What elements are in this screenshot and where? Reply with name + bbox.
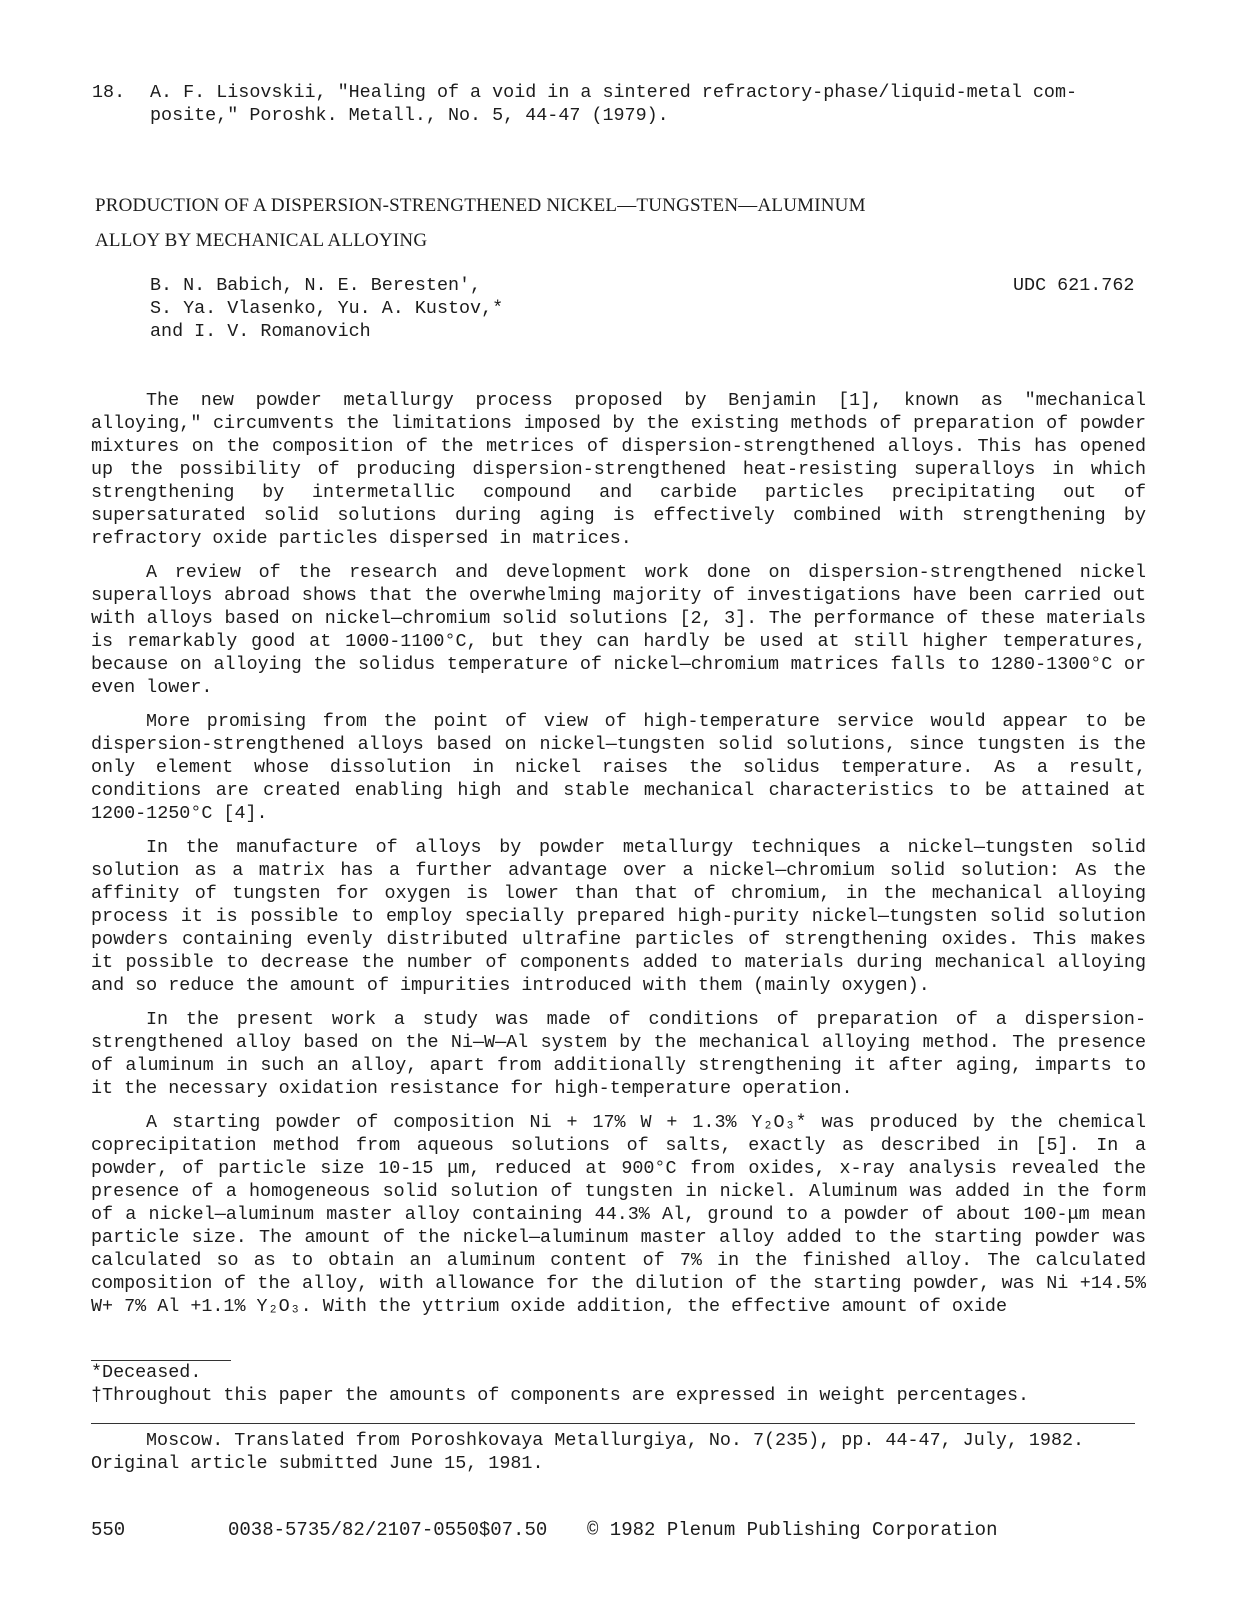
article-title-line-1: PRODUCTION OF A DISPERSION-STRENGTHENED NICKEL—TUNGSTEN—ALUMINUM xyxy=(95,195,866,216)
publication-divider xyxy=(91,1423,1135,1424)
paragraph: In the manufacture of alloys by powder metallurgy techniques a nickel—tungsten solid solution as a matrix has a further advantage over a nickel—chromium solid solution: As the affinity of tungsten for oxygen is lower than that of chromium, in the mechanical alloying process it is possible to employ specially prepared high-purity nickel—tungsten solid solution powders containing evenly distributed ultrafine particles of strengthening oxides. This makes it possible to decrease the number of components added to materials during mechanical alloying and so reduce the amount of impurities introduced with them (mainly oxygen). xyxy=(91,837,1146,996)
paragraph: More promising from the point of view of high-temperature service would appear to be dispersion-strengthened alloys based on nickel—tungsten solid solutions, since tungsten is the only element whose dissolution in nickel raises the solidus temperature. As a result, conditions are created enabling high and stable mechanical characteristics to be attained at 1200-1250°C [4]. xyxy=(91,711,1146,824)
article-body xyxy=(91,389,1146,1329)
paragraph: The new powder metallurgy process proposed by Benjamin [1], known as "mechanical alloying," circumvents the limitations imposed by the existing methods of preparation of powder mixtures on the composition of the metrices of dispersion-strengthened alloys. This has opened up the possibility of producing dispersion-strengthened heat-resisting superalloys in which strengthening by intermetallic compound and carbide particles precipitating out of supersaturated solid solutions during aging is effectively combined with strengthening by refractory oxide particles dispersed in matrices. xyxy=(91,390,1146,549)
reference-number: 18. xyxy=(92,82,126,103)
reference-line: A. F. Lisovskii, "Healing of a void in a sintered refractory-phase/liquid-metal com- xyxy=(150,82,1078,103)
paragraph: In the present work a study was made of conditions of preparation of a dispersion-strengthened alloy based on the Ni—W—Al system by the mechanical alloying method. The presence of aluminum in such an alloy, apart from additionally strengthening it after aging, imparts to it the necessary oxidation resistance for high-temperature operation. xyxy=(91,1009,1146,1099)
publication-note-line: Original article submitted June 15, 1981. xyxy=(91,1453,544,1474)
copyright: © 1982 Plenum Publishing Corporation xyxy=(587,1519,998,1541)
footnote-deceased: *Deceased. xyxy=(91,1362,202,1383)
publication-note xyxy=(91,1429,1151,1475)
authors xyxy=(150,274,503,343)
publication-note-line: Moscow. Translated from Poroshkovaya Metallurgiya, No. 7(235), pp. 44-47, July, 1982. xyxy=(146,1430,1085,1451)
paragraph: A review of the research and development work done on dispersion-strengthened nickel superalloys abroad shows that the overwhelming majority of investigations have been carried out with alloys based on nickel—chromium solid solutions [2, 3]. The performance of these materials is remarkably good at 1000-1100°C, but they can hardly be used at still higher temperatures, because on alloying the solidus temperature of nickel—chromium matrices falls to 1280-1300°C or even lower. xyxy=(91,562,1146,698)
page-number: 550 xyxy=(91,1519,126,1541)
footnote-weight-percentages: †Throughout this paper the amounts of components are expressed in weight percentages. xyxy=(91,1385,1030,1406)
udc-code: UDC 621.762 xyxy=(1013,275,1135,296)
article-title-line-2: ALLOY BY MECHANICAL ALLOYING xyxy=(95,230,428,251)
article-code: 0038-5735/82/2107-0550$07.50 xyxy=(228,1519,548,1541)
reference-line: posite," Poroshk. Metall., No. 5, 44-47 (1979). xyxy=(150,105,669,126)
reference-text xyxy=(150,81,1180,127)
author-line: B. N. Babich, N. E. Beresten', xyxy=(150,275,482,296)
author-line: and I. V. Romanovich xyxy=(150,321,371,342)
author-line: S. Ya. Vlasenko, Yu. A. Kustov,* xyxy=(150,298,504,319)
paragraph: A starting powder of composition Ni + 17% W + 1.3% Y₂O₃* was produced by the chemical coprecipitation method from aqueous solutions of salts, exactly as described in [5]. In a powder, of particle size 10-15 μm, reduced at 900°C from oxides, x-ray analysis revealed the presence of a homogeneous solid solution of tungsten in nickel. Aluminum was added in the form of a nickel—aluminum master alloy containing 44.3% Al, ground to a powder of about 100-μm mean particle size. The amount of the nickel—aluminum master alloy added to the starting powder was calculated so as to obtain an aluminum content of 7% in the finished alloy. The calculated composition of the alloy, with allowance for the dilution of the starting powder, was Ni +14.5% W+ 7% Al +1.1% Y₂O₃. With the yttrium oxide addition, the effective amount of oxide xyxy=(91,1112,1146,1317)
